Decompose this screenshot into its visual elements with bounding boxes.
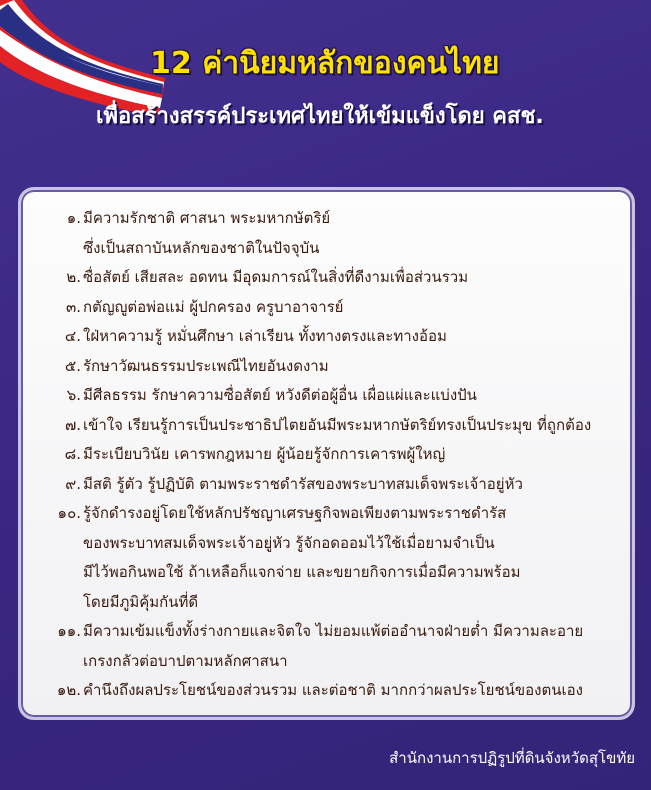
value-text-line: มีระเบียบวินัย เคารพกฎหมาย ผู้น้อยรู้จักการเคารพผู้ใหญ่ bbox=[83, 445, 446, 463]
value-number: ๖. bbox=[66, 386, 81, 404]
value-text-line: คำนึงถึงผลประโยชน์ของส่วนรวม และต่อชาติ มากกว่าผลประโยชน์ของตนเอง bbox=[83, 681, 583, 699]
values-list bbox=[21, 204, 632, 706]
value-item bbox=[21, 676, 632, 706]
value-text-line: รู้จักดำรงอยู่โดยใช้หลักปรัชญาเศรษฐกิจพอเพียงตามพระราชดำรัส bbox=[83, 504, 507, 522]
value-text-line: กตัญญูต่อพ่อแม่ ผู้ปกครอง ครูบาอาจารย์ bbox=[83, 297, 344, 316]
value-item bbox=[21, 293, 632, 323]
value-text-line: เกรงกลัวต่อบาปตามหลักศาสนา bbox=[83, 651, 288, 670]
footer-credit: สำนักงานการปฏิรูปที่ดินจังหวัดสุโขทัย bbox=[389, 749, 635, 767]
page-subtitle: เพื่อสร้างสรรค์ประเทศไทยให้เข้มแข็งโดย คสช. bbox=[96, 104, 544, 129]
value-text-line: ของพระบาทสมเด็จพระเจ้าอยู่หัว รู้จักอดออมไว้ใช้เมื่อยามจำเป็น bbox=[83, 533, 495, 552]
value-number: ๔. bbox=[64, 327, 81, 345]
value-number: ๑๐. bbox=[57, 504, 81, 522]
value-item bbox=[21, 322, 632, 352]
value-text-line: ใฝ่หาความรู้ หมั่นศึกษา เล่าเรียน ทั้งทางตรงและทางอ้อม bbox=[83, 327, 447, 345]
value-text-line: มีความรักชาติ ศาสนา พระมหากษัตริย์ bbox=[83, 209, 331, 227]
value-text-line: มีความเข้มแข็งทั้งร่างกายและจิตใจ ไม่ยอมแพ้ต่ออำนาจฝ่ายต่ำ มีความละอาย bbox=[83, 622, 584, 640]
value-number: ๓. bbox=[65, 297, 81, 316]
value-item bbox=[21, 204, 632, 263]
value-number: ๑. bbox=[66, 209, 81, 227]
value-number: ๑๑. bbox=[57, 622, 81, 640]
value-text-line: ซึ่งเป็นสถาบันหลักของชาติในปัจจุบัน bbox=[83, 238, 320, 257]
value-text-line: เข้าใจ เรียนรู้การเป็นประชาธิปไตยอันมีพระมหากษัตริย์ทรงเป็นประมุข ที่ถูกต้อง bbox=[83, 415, 592, 434]
value-number: ๙. bbox=[65, 474, 81, 493]
value-number: ๒. bbox=[66, 268, 81, 286]
value-item bbox=[21, 440, 632, 470]
value-item bbox=[21, 470, 632, 500]
page-title: 12 ค่านิยมหลักของคนไทย bbox=[150, 46, 500, 81]
value-text-line: รักษาวัฒนธรรมประเพณีไทยอันงดงาม bbox=[83, 356, 329, 375]
value-text-line: มีศีลธรรม รักษาความซื่อสัตย์ หวังดีต่อผู้อื่น เผื่อแผ่และแบ่งปัน bbox=[83, 386, 477, 404]
values-panel bbox=[18, 187, 635, 720]
value-item bbox=[21, 411, 632, 441]
value-number: ๘. bbox=[64, 445, 81, 463]
value-number: ๗. bbox=[64, 415, 81, 434]
value-text-line: มีไว้พอกินพอใช้ ถ้าเหลือก็แจกจ่าย และขยายกิจการเมื่อมีความพร้อม bbox=[83, 563, 521, 581]
value-item bbox=[21, 617, 632, 676]
value-item bbox=[21, 499, 632, 617]
value-text-line: โดยมีภูมิคุ้มกันที่ดี bbox=[83, 592, 199, 611]
value-item bbox=[21, 263, 632, 293]
value-text-line: ซื่อสัตย์ เสียสละ อดทน มีอุดมการณ์ในสิ่งที่ดีงามเพื่อส่วนรวม bbox=[83, 268, 469, 286]
value-item bbox=[21, 352, 632, 382]
value-number: ๕. bbox=[64, 356, 81, 375]
value-item bbox=[21, 381, 632, 411]
value-number: ๑๒. bbox=[56, 681, 81, 699]
value-text-line: มีสติ รู้ตัว รู้ปฏิบัติ ตามพระราชดำรัสของพระบาทสมเด็จพระเจ้าอยู่หัว bbox=[83, 474, 523, 493]
